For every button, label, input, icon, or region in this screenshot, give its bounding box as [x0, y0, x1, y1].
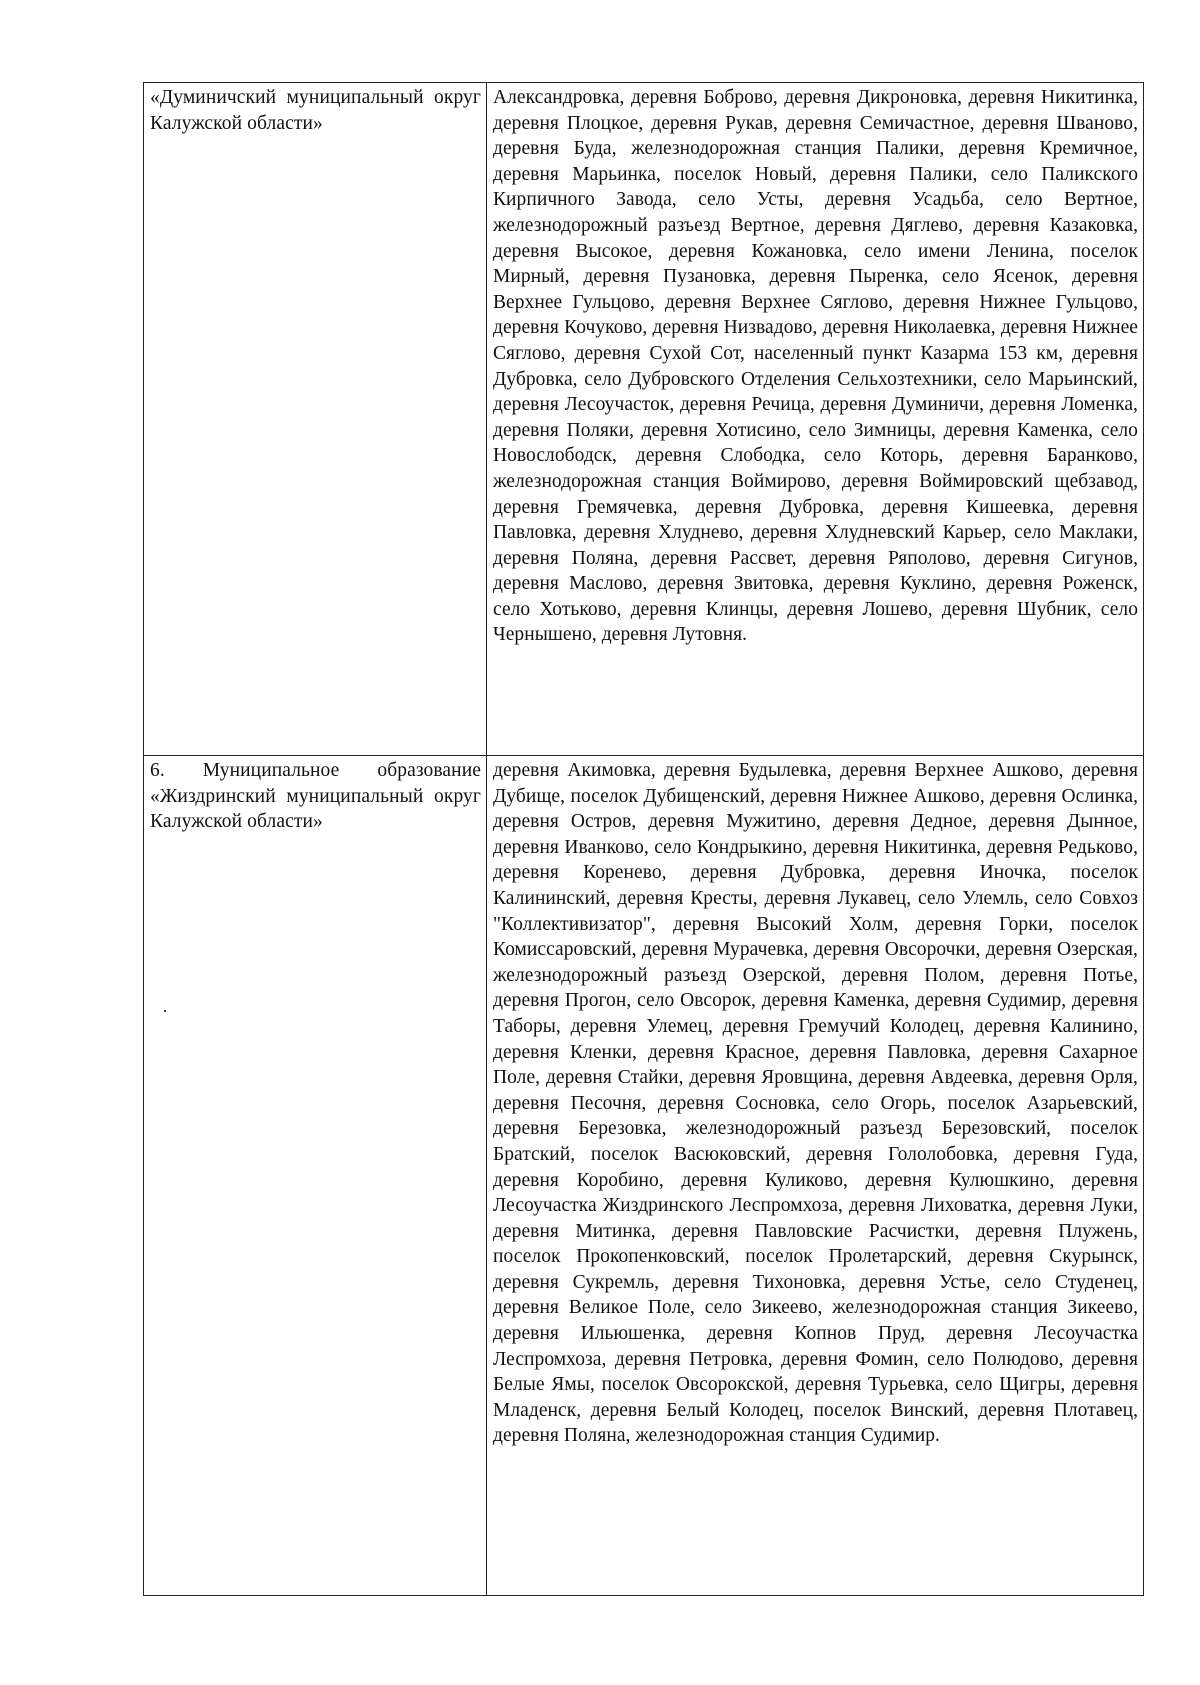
table-row	[144, 756, 1144, 1596]
municipality-name-cell: 6. Муниципальное образование «Жиздринский муниципальный округ Калужской области»	[144, 756, 487, 1596]
municipality-name-cell: «Думиничский муниципальный округ Калужской области»	[144, 83, 487, 756]
settlements-list-cell: деревня Акимовка, деревня Будылевка, деревня Верхнее Ашково, деревня Дубище, поселок Дубищенский, деревня Нижнее Ашково, деревня Ослинка, деревня Остров, деревня Мужитино, деревня Дедное, деревня Дынное, деревня Иванково, село Кондрыкино, деревня Никитинка, деревня Редьково, деревня Коренево, деревня Дубровка, деревня Иночка, поселок Калининский, деревня Кресты, деревня Лукавец, село Улемль, село Совхоз "Коллективизатор", деревня Высокий Холм, деревня Горки, поселок Комиссаровский, деревня Мурачевка, деревня Овсорочки, деревня Озерская, железнодорожный разъезд Озерской, деревня Полом, деревня Потье, деревня Прогон, село Овсорок, деревня Каменка, деревня Судимир, деревня Таборы, деревня Улемец, деревня Гремучий Колодец, деревня Калинино, деревня Кленки, деревня Красное, деревня Павловка, деревня Сахарное Поле, деревня Стайки, деревня Яровщина, деревня Авдеевка, деревня Орля, деревня Песочня, деревня Сосновка, село Огорь, поселок Азарьевский, деревня Березовка, железнодорожный разъезд Березовский, поселок Братский, поселок Васюковский, деревня Гололобовка, деревня Гуда, деревня Коробино, деревня Куликово, деревня Кулюшкино, деревня Лесоучастка Жиздринского Леспромхоза, деревня Лиховатка, деревня Луки, деревня Митинка, деревня Павловские Расчистки, деревня Плужень, поселок Прокопенковский, поселок Пролетарский, деревня Скурынск, деревня Сукремль, деревня Тихоновка, деревня Устье, село Студенец, деревня Великое Поле, село Зикеево, железнодорожная станция Зикеево, деревня Ильюшенка, деревня Копнов Пруд, деревня Лесоучастка Леспромхоза, деревня Петровка, деревня Фомин, село Полюдово, деревня Белые Ямы, поселок Овсорокской, деревня Турьевка, село Щигры, деревня Младенск, деревня Белый Колодец, поселок Винский, деревня Плотавец, деревня Поляна, железнодорожная станция Судимир.	[487, 756, 1144, 1596]
settlements-table	[143, 82, 1144, 1596]
table-row	[144, 83, 1144, 756]
scan-speck	[164, 1010, 166, 1012]
settlements-list-cell: Александровка, деревня Боброво, деревня Дикроновка, деревня Никитинка, деревня Плоцкое, деревня Рукав, деревня Семичастное, деревня Шваново, деревня Буда, железнодорожная станция Палики, деревня Кремичное, деревня Марьинка, поселок Новый, деревня Палики, село Паликского Кирпичного Завода, село Усты, деревня Усадьба, село Вертное, железнодорожный разъезд Вертное, деревня Дяглево, деревня Казаковка, деревня Высокое, деревня Кожановка, село имени Ленина, поселок Мирный, деревня Пузановка, деревня Пыренка, село Ясенок, деревня Верхнее Гульцово, деревня Верхнее Сяглово, деревня Нижнее Гульцово, деревня Кочуково, деревня Низвадово, деревня Николаевка, деревня Нижнее Сяглово, деревня Сухой Сот, населенный пункт Казарма 153 км, деревня Дубровка, село Дубровского Отделения Сельхозтехники, село Марьинский, деревня Лесоучасток, деревня Речица, деревня Думиничи, деревня Ломенка, деревня Поляки, деревня Хотисино, село Зимницы, деревня Каменка, село Новослободск, деревня Слободка, село Которь, деревня Баранково, железнодорожная станция Воймирово, деревня Воймировский щебзавод, деревня Гремячевка, деревня Дубровка, деревня Кишеевка, деревня Павловка, деревня Хлуднево, деревня Хлудневский Карьер, село Маклаки, деревня Поляна, деревня Рассвет, деревня Ряполово, деревня Сигунов, деревня Маслово, деревня Звитовка, деревня Куклино, деревня Роженск, село Хотьково, деревня Клинцы, деревня Лошево, деревня Шубник, село Чернышено, деревня Лутовня.	[487, 83, 1144, 756]
